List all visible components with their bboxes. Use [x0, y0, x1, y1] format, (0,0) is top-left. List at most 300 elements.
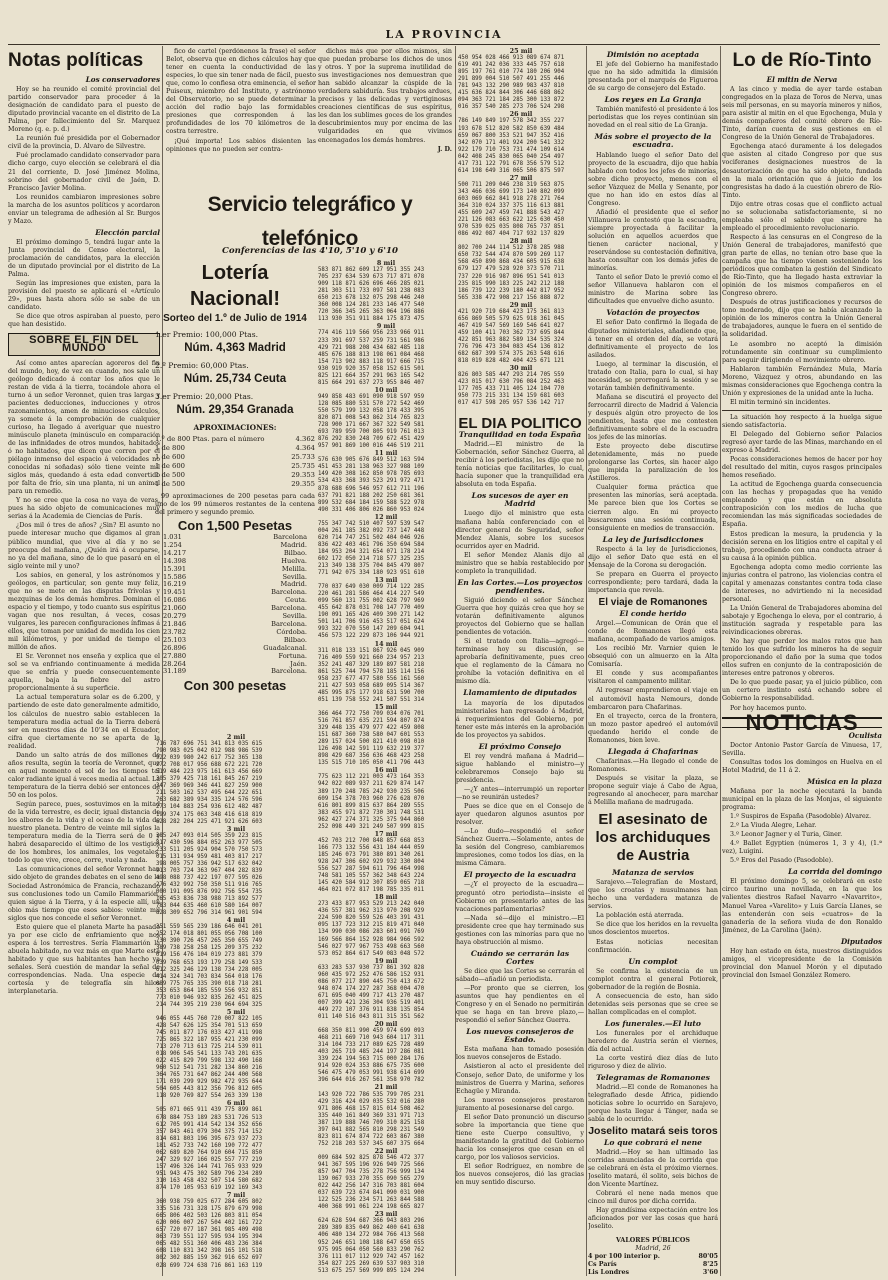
number-row: 913 703 724 363 967 404 282 839 — [156, 867, 263, 874]
paragraph: ¡Qué importa! Los sabios disienten las opiniones que no pueden ser contra- — [166, 137, 316, 153]
number-row: 573 052 864 617 549 083 048 572 — [318, 950, 425, 957]
number-row: 467 419 547 569 169 546 641 027 — [458, 322, 565, 329]
paragraph: Los funerales por el archiduque heredero de Austria serán el viernes, día del actual. — [588, 1029, 718, 1054]
number-row: 752 218 203 537 345 607 375 664 — [318, 1140, 425, 1147]
number-row: 009 684 592 825 878 546 472 377 — [318, 1154, 425, 1161]
number-row: 737 220 916 987 896 951 541 013 — [458, 273, 565, 280]
list-item-cell: Melilla. — [281, 564, 307, 573]
number-row: 914 920 024 353 886 675 735 600 — [318, 1063, 425, 1070]
paragraph: De lo que puede pasar, ya el juicio público, con un certero instinto está echando sobre el Gobierno la responsabilidad. — [722, 679, 882, 703]
number-row: 941 367 595 196 926 949 725 566 — [318, 1162, 425, 1168]
paragraph: Se dice que los heridos en la revuelta unos doscientos muertos. — [588, 921, 718, 937]
loteria-sorteo: Sorteo del 1.º de Julio de 1914 — [163, 313, 307, 324]
number-row: 960 512 541 731 282 134 860 216 — [156, 1065, 263, 1072]
paragraph: Cobrará el nene nada menos que cinco mil duros por dicha corrida. — [588, 1189, 718, 1205]
subhead: La corrida del domingo — [788, 867, 882, 877]
paragraph: Estas noticias necesitan confirmación. — [588, 938, 718, 954]
valores-title: VALORES PÚBLICOS — [616, 1237, 690, 1245]
subhead: El próximo Consejo — [478, 741, 562, 751]
subhead: Un complot — [628, 956, 678, 966]
mil-label: 9 mil — [376, 322, 396, 331]
list-item-cell: 3'60 — [702, 1269, 718, 1276]
number-row: 135 515 710 105 050 411 796 443 — [318, 760, 425, 767]
paragraph: A las cinco y media de ayer tarde estaban congregados en la plaza de Toros de Nerva, unas seis mil personas, en su mayoría mineros y niños, para asistir al mitin en el que Egochenga, Mula y demás compañeros del comité obrero de Río-Tinto, darían cuenta de sus gestiones en el Congreso de la Unión General de Trabajadores. — [722, 86, 882, 142]
list-item-cell: 14.217 — [163, 548, 187, 557]
list-item-cell: 25.733 — [291, 453, 315, 461]
number-row: 898 429 687 356 636 468 423 258 — [318, 753, 425, 760]
number-row: 823 811 674 874 722 603 867 380 — [318, 1133, 425, 1140]
number-row: 086 077 217 890 445 750 413 672 — [318, 978, 425, 985]
subhead: El mitin de Nerva — [766, 75, 838, 84]
paragraph: Añadió el presidente que el señor Villanueva le contestó que la escuadra, siempre proyectada á facilitar la solución en aquellos acuerdos que tienen carácter nacional, y reservándose su contestación definitiva, hasta consultar con los demás jefes de minorías. — [588, 208, 718, 273]
number-row: 352 241 487 329 189 897 581 218 — [318, 661, 425, 668]
mil-label: 28 mil — [509, 237, 533, 246]
list-item-cell: 26.896 — [163, 643, 187, 652]
number-row: 568 450 890 868 434 605 915 638 — [458, 259, 565, 266]
number-row: 247 329 927 166 025 557 777 219 — [156, 1156, 263, 1163]
paragraph: El rey vendrá mañana á Madrid—sigue hablando el ministro—y celebraremos Consejo bajo su presidencia. — [456, 752, 584, 784]
number-row: 211 427 593 058 689 095 514 367 — [318, 682, 425, 689]
number-row: 628 282 204 225 471 921 626 603 — [156, 818, 263, 825]
paragraph: El Delegado del Gobierno señor Palacios regresó ayer tarde de las Minas, marchando en el expreso á Madrid. — [722, 430, 882, 455]
subhead: Oculista — [848, 730, 882, 740]
number-row: 498 088 737 422 197 077 595 026 — [156, 874, 263, 881]
list-item — [588, 1253, 718, 1261]
number-row: 422 851 963 882 589 134 535 324 — [458, 336, 565, 343]
number-row: 485 995 875 177 918 631 590 700 — [318, 689, 425, 696]
number-row: 770 037 649 030 009 714 122 285 — [318, 584, 425, 591]
mil-label: 25 mil — [509, 48, 533, 55]
paragraph: Mañana por la noche ejecutará la banda municipal en la plaza de las Monjas, el siguiente programa: — [722, 787, 882, 811]
number-row: 354 827 225 269 639 537 903 310 — [318, 1260, 425, 1267]
subhead: Más sobre el proyecto de la escuadra. — [594, 132, 712, 150]
number-row: 576 630 905 676 849 512 163 594 — [318, 457, 425, 464]
number-row: 565 338 472 908 217 156 888 872 — [458, 294, 565, 301]
list-item-cell: Bilbao. — [283, 635, 307, 644]
paragraph: Sarajevo.—Telegrafían de Mostard, que los croatas y musulmanes han hecho una verdadera matanza de servios. — [588, 879, 718, 911]
paragraph: —Nada sé—dijo el ministro.—El presidente cree que hay terminado sus gestiones con las minorías para que no haya obstrucción al mismo. — [456, 914, 584, 946]
number-row: 949 858 483 691 090 918 597 959 — [318, 393, 425, 400]
number-row: 233 511 205 924 904 570 750 573 — [156, 846, 263, 853]
number-row: 397 041 882 565 810 298 231 549 — [318, 1126, 425, 1133]
list-item-cell: Madrid. — [280, 540, 307, 549]
paragraph: Este proyecto debe discutirse detenidamente, más no puede prolongarse las Cortes, sin hacer algo que impida la paralización de los Astilleros. — [588, 443, 718, 483]
list-item — [155, 462, 315, 471]
number-row: 018 906 545 541 133 743 201 635 — [156, 1051, 263, 1058]
paragraph: Dando un salto atrás de dos millones de años resulta, según la teoría de Veronnet, que en aquel momento el sol de los tiempos tal calor radiante igual á veces media al actual. La temperatura de la tierra debió ser entonces de 50 en los polos. — [8, 751, 160, 799]
paragraph: El señor Mendez Alanis dijo al ministro que se había restablecido por completo la tranquilidad. — [456, 551, 584, 575]
list-item-cell: 1 de 600 — [155, 453, 185, 461]
number-row: 922 179 710 753 731 474 109 614 — [458, 146, 565, 153]
number-row: 406 480 134 272 984 766 413 568 — [318, 1232, 425, 1239]
headline-fin-del-mundo: SOBRE EL FIN DEL MUNDO — [8, 333, 160, 355]
subhead: La ley de Jurisdicciones — [602, 534, 704, 544]
list-item-cell: 1 de 800 — [155, 444, 185, 452]
number-row: 820 871 008 543 862 314 765 823 — [318, 415, 425, 422]
programa-list — [722, 813, 882, 865]
number-row: 818 019 828 482 404 425 671 121 — [458, 358, 565, 365]
number-row: 501 141 706 916 453 517 051 624 — [318, 619, 425, 626]
paragraph: Asistieron al acto el presidente del Consejo, señor Dato, de uniforme y los ministros de Guerra y Marina, señores Echagüe y Miranda. — [456, 1063, 584, 1095]
number-row: 455 609 247 459 741 888 543 427 — [458, 210, 565, 217]
paragraph: Según parece, pues, sostuvimos en la mitad de la vida terrestre, es decir, igual distancia de los albores de la vida y el ocaso de la vida de nuestro planeta. Dentro de veinte mil siglos la temperatura media de la Tierra será de 0 y habrá desaparecido el último de los vestigios de los hombres, los animales, los vegetales, todo lo que vive, crece, corre, vuela y nada. — [8, 801, 160, 865]
subhead: Votación de proyectos — [606, 308, 700, 318]
paragraph: Mañana se discutirá el proyecto del ferrocarril directo de Madrid á Valencia y después algún otro proyecto de los pendientes, hasta que me contesten definitivamente sobre el de la escuadra los jefes de las minorías. — [588, 393, 718, 442]
number-row: 950 773 215 331 134 159 681 603 — [458, 393, 565, 400]
mil-label: 4 mil — [226, 916, 246, 925]
number-row: 291 899 004 510 507 491 255 446 — [458, 76, 565, 83]
subhead: Los conservadores — [85, 75, 160, 84]
number-row: 449 272 107 376 911 838 135 854 — [318, 1006, 425, 1013]
number-row: 682 687 399 574 375 263 548 616 — [458, 351, 565, 358]
list-item-cell: 25.103 — [163, 635, 187, 644]
list-item-cell: 14.398 — [163, 556, 187, 565]
paragraph: Hablaron también Fernández Mula, María Moreno, Vázquez y otros, abundando en las mismas consideraciones que Egochenga contra la Unión y expresiones de la unidad ante la lucha. — [722, 365, 882, 397]
number-row: 139 067 933 270 355 090 565 279 — [318, 1176, 425, 1183]
number-row: 550 579 199 132 058 178 433 395 — [318, 407, 425, 414]
paragraph: La Unión General de Trabajadores abomina del sabotaje y Egochenga lo eleva, por el contrario, á institución sagrada y respetable para las reivindicaciones obreras. — [722, 604, 882, 637]
mil-label: 16 mil — [374, 766, 398, 775]
number-row: 421 920 719 684 423 175 361 813 — [458, 308, 565, 315]
number-row: 815 664 291 637 273 955 846 407 — [318, 379, 425, 386]
paragraph: Por hoy hacemos punto. — [730, 704, 807, 712]
number-row: 385 247 093 014 505 359 223 815 — [156, 832, 263, 839]
number-row: 928 247 306 602 929 932 330 804 — [318, 858, 425, 865]
number-row: 126 498 142 591 119 632 219 377 — [318, 746, 425, 753]
paragraph: Luego, al terminar la discusión, el tratado con Italia, para lo cual, si hay necesidad, se prorrogará la sesión y se votarán también definitivamente. — [588, 360, 718, 392]
paragraph: Los reunidos cambiaron impresiones sobre la marcha de los asuntos políticos y acordaron enviar un telegrama de adhesión al Sr. Burgos y Mazo. — [8, 193, 160, 225]
subhead-conferencias: Conferencias de las 4'10, 5'10 y 6'10 — [222, 246, 398, 256]
number-row: 616 801 899 815 637 864 289 555 — [318, 802, 425, 809]
paragraph: Al regresar emprendieron el viaje en el automóvil hasta Nemours, donde embarcaron para Chafarinas. — [588, 687, 718, 711]
list-item-cell: Sevilla. — [282, 572, 307, 581]
paragraph: La reunión fué presidida por el Gobernador civil de la provincia, D. Alvaro de Silvestre. — [8, 135, 160, 151]
number-row: 485 676 188 813 198 061 084 468 — [318, 351, 425, 358]
paragraph: El Sr. Veronnet nos enseña y explica que el sol se va enfriando continuamente á medida que se enfría y puede consecuentemente aquella, baja la fiebre del astro proporcionalmente á su superficie. — [8, 653, 160, 693]
list-item-cell: 15.391 — [163, 564, 187, 573]
paragraph: Hablando luego el señor Dato del proyecto de la escuadra, dijo que había hablado con todos los jefes de minorías, sobre dicho proyecto, menos con el señor Vázquez de Mella y Senante, por que no han ido en estos días al Congreso. — [588, 151, 718, 207]
premios-1500-list — [155, 534, 315, 676]
number-row: 755 347 742 510 407 597 539 547 — [318, 520, 425, 527]
list-item — [155, 471, 315, 480]
paragraph: El próximo domingo 5, tendrá lugar ante la Junta provincial de Censo electoral, la proclamación de candidatos, para la elección de un diputado provincial por el distrito de La Palma. — [8, 238, 160, 279]
paragraph: Esto quiere que el planeta Marte ha pasado ya por ese ciclo de enfriamiento que nos espera á los terrestres. Sería Flammarión la abuela habitado, no vez más en que Marte está habitado y que sus habitantes han hecho ya señales. Será cuestión de mandar la señal de correspondencias. Nada. Una especie de cortesía y de telegrafía sin hilos interplanetaria. — [8, 923, 160, 996]
list-item-cell: Barcelona. — [271, 588, 307, 597]
signature: J. D. — [437, 145, 452, 153]
list-item — [155, 453, 315, 462]
paragraph: El jefe del Gobierno ha manifestado que no ha sido admitida la dimisión presentada por el marqués de Figueroa de su cargo de consejero del Estado. — [588, 61, 718, 93]
number-row: 657 720 077 187 361 985 409 498 — [156, 1227, 263, 1234]
number-row: 637 791 821 188 202 250 681 361 — [318, 492, 425, 499]
number-row: 659 067 800 353 521 947 352 416 — [458, 132, 565, 139]
number-row: 305 379 425 718 161 845 267 219 — [156, 776, 263, 783]
paragraph: El conde y sus acompañantes visitaron el campamento militar. — [588, 670, 718, 686]
number-row: 863 739 551 127 595 934 195 394 — [156, 1234, 263, 1241]
paragraph: El mitin terminó sin incidentes. — [730, 398, 831, 406]
subhead: Telegramas de Romanones — [596, 1073, 710, 1083]
number-row: 335 516 731 328 175 879 679 998 — [156, 1206, 263, 1213]
number-row: 620 006 007 267 504 402 161 722 — [156, 1220, 263, 1227]
paragraph: El señor Dato confirmó la llegada de diputados ministeriales, añadiendo que, á tener en el orden del día, se votará definitivamente el proyecto de los asilados. — [588, 319, 718, 359]
programa-item: 1.º Suspiros de España (Pasodoble) Alvarez. — [730, 813, 872, 821]
number-row: 022 415 829 799 598 132 490 168 — [156, 1058, 263, 1065]
paragraph: Siguió diciendo el señor Sánchez Guerra que hoy quizás crea que hoy se votarán definitivamente algunos proyectos del Gobierno que se hallan pendientes de votación. — [456, 596, 584, 637]
column-notas-politicas — [8, 48, 160, 1276]
number-row: 086 492 087 404 717 932 137 829 — [458, 231, 565, 238]
number-row: 423 015 017 630 796 084 252 463 — [458, 379, 565, 386]
number-row: 015 131 934 959 481 403 817 217 — [156, 853, 263, 860]
prize-label: 1.er Premio: 100,000 Ptas. — [155, 330, 259, 339]
number-row: 095 137 723 312 215 819 471 040 — [318, 922, 425, 929]
number-row: 062 689 820 764 910 604 715 850 — [156, 1149, 263, 1156]
list-item — [588, 1269, 718, 1276]
mil-label: 17 mil — [374, 829, 398, 838]
number-row: 773 010 946 932 835 262 451 825 — [156, 994, 263, 1001]
paragraph: Hay grandísima expectación entre los aficionados por ver las cosas que hará Joselito. — [588, 1206, 718, 1230]
number-row: 679 127 479 528 920 373 570 711 — [458, 266, 565, 273]
paragraph: Pues se dice que en el Consejo de ayer quedaron algunos asuntos por resolver. — [456, 803, 584, 827]
list-item-cell: Guadalcanal. — [263, 643, 307, 652]
list-item-cell: Cs París — [588, 1261, 617, 1269]
paragraph: El señor Dato pronunció un discurso sobre la importancia que tiene que tiene este Cuerpo consultivo, y manifestando la gratitud del Gobierno hacia los consejeros que cesan en el cargo, por los valiosos servicios. — [456, 1113, 584, 1161]
paragraph: Se dice que las Cortes se cerrarán el sábado—añadió un periodista. — [456, 967, 584, 983]
subhead: Matanza de servios — [612, 868, 694, 878]
number-row: 190 091 165 426 409 390 271 142 — [318, 612, 425, 619]
list-item-cell: 1 de 500 — [155, 480, 185, 488]
paragraph: —Lo dudo—respondió el señor Sánchez Guerra.—Solamente, antes de la sesión del Congreso, cambiaremos impresiones, como todos los días, en la misma Cámara. — [456, 828, 584, 868]
paragraph: Fué proclamado candidato conservador para dicho cargo, cuyo elección se celebrará el dia 21 del corriente, D. José Jiménez Molina, sobrino del gobernador civil de Jaén, D. Francisco Javier Molina. — [8, 152, 160, 192]
paragraph: Los recibió Mr. Varnier quien le obsequió con un almuerzo en la Alta Comisaría. — [588, 645, 718, 669]
number-row: 930 919 920 357 058 152 615 501 — [318, 365, 425, 372]
headline-noticias: NOTICIAS — [722, 717, 882, 728]
number-row: 389 738 258 258 125 209 375 232 — [156, 945, 263, 952]
number-row: 145 420 584 912 307 859 065 718 — [318, 880, 425, 887]
paragraph: Tanto el señor Dato le previó como el señor Villanueva hablaron con el ministro de Marina sobre las dificultades que envuelve dicho asunto. — [588, 274, 718, 306]
number-row: 958 237 677 477 580 556 161 560 — [318, 675, 425, 682]
number-row: 781 943 132 290 989 983 437 810 — [458, 83, 565, 90]
number-row: 993 322 070 550 147 209 604 941 — [318, 626, 425, 633]
number-row: 273 104 883 254 936 612 482 487 — [156, 804, 263, 811]
number-row: 716 409 559 921 660 234 957 213 — [318, 654, 425, 661]
number-row: 960 435 972 252 476 586 152 931 — [318, 971, 425, 978]
headline-joselito: Joselito matará seis toros — [588, 1125, 718, 1138]
number-row: 519 484 223 975 161 613 456 669 — [156, 769, 263, 776]
paragraph: La mayoría de los diputados ministeriales han regresado á Madrid, á requerimientos del Gobierno, por tener este más interés en la aprobación de los proyectos ya sabidos. — [456, 699, 584, 739]
valores-date: Madrid, 26 — [635, 1245, 671, 1253]
number-row: 720 366 345 265 363 064 196 886 — [318, 309, 425, 316]
number-row: 671 695 040 499 717 413 270 487 — [318, 992, 425, 999]
paragraph: Egochenga atacó duramente á los delegados que asisten al citado Congreso por que sus vociferanes designaciones nuestros de la desautorización de que ha sido objeto, fundada en la mala orientación que á juicio de los congresistas ha dado á la cuestión obrero de Río-Tinto. — [722, 143, 882, 199]
number-row: 705 237 634 539 673 717 871 078 — [318, 274, 425, 281]
number-row: 922 039 980 242 617 752 365 138 — [156, 755, 263, 762]
aproximaciones-list — [155, 435, 315, 489]
paragraph: Hoy se ha reunido el comité provincial del partido conservador para proceder á la designación de candidato para el puesto de diputado provincial vacante en el distrito de La Palma, por fallecimiento del Sr. Marquez Moreno (q. e. p. d.) — [8, 86, 160, 134]
list-item-cell: Lis Londres — [588, 1269, 630, 1276]
number-row: 224 590 820 559 526 403 391 431 — [318, 915, 425, 922]
number-row: 343 466 036 699 173 140 802 099 — [458, 188, 565, 195]
number-row: 252 098 449 321 249 507 999 815 — [318, 823, 425, 830]
subhead: Llamamiento de diputados — [463, 688, 577, 698]
number-row: 118 920 769 827 554 263 339 130 — [156, 1093, 263, 1100]
number-row: 730 390 726 457 265 350 655 749 — [156, 938, 263, 945]
mil-label: 23 mil — [374, 1210, 398, 1219]
list-item-cell: Barcelona. — [271, 667, 307, 676]
number-row: 620 714 747 251 502 404 046 926 — [318, 534, 425, 541]
number-row: 000 191 095 876 992 756 554 735 — [156, 889, 263, 896]
number-row: 693 789 959 700 805 919 761 013 — [318, 429, 425, 436]
column-el-dia-politico — [456, 418, 584, 1276]
number-row: 272 708 017 956 688 672 221 720 — [156, 762, 263, 769]
number-row: 039 768 653 193 179 258 149 533 — [156, 959, 263, 966]
column-divider — [586, 46, 587, 1276]
number-row: 619 491 242 036 333 445 757 618 — [458, 62, 565, 69]
number-row: 171 039 299 929 982 472 935 644 — [156, 1079, 263, 1086]
number-row: 181 452 733 742 160 190 772 477 — [156, 1142, 263, 1149]
list-item-cell: 80'05 — [698, 1253, 718, 1261]
number-row: 143 920 722 786 535 799 705 231 — [318, 1091, 425, 1098]
number-row: 899 532 684 184 159 588 522 978 — [318, 499, 425, 506]
number-row: 790 983 025 042 012 988 986 539 — [156, 748, 263, 755]
number-row: 513 675 257 569 999 895 124 294 — [318, 1267, 425, 1274]
headline-servicio-telegrafico: Servicio telegráfico y telefónico — [207, 193, 413, 250]
mil-label: 27 mil — [509, 173, 533, 182]
list-item-cell: Barcelona. — [271, 619, 307, 628]
column-news-wire — [588, 48, 718, 1276]
number-row: 019 156 476 104 019 273 881 379 — [156, 952, 263, 959]
paragraph: A consecuencia de esto, han sido detenidas seis personas que se cree se hallan complicadas en el complot. — [588, 992, 718, 1016]
list-item-cell: Huelva. — [281, 556, 307, 565]
number-row: 415 636 824 844 306 446 688 862 — [458, 90, 565, 97]
number-row: 335 440 161 849 369 331 971 713 — [318, 1112, 425, 1119]
number-row: 400 368 991 061 224 198 665 827 — [318, 1204, 425, 1211]
number-row: 429 316 424 029 035 532 016 280 — [318, 1098, 425, 1105]
paragraph: Se confirma la existencia de un complot contra el general Potiorek, gobernador de la región de Bosnia. — [588, 967, 718, 991]
number-row: 826 803 585 447 293 214 705 559 — [458, 372, 565, 379]
number-row: 534 433 368 393 523 291 972 471 — [318, 478, 425, 485]
number-row: 857 947 704 735 278 756 999 134 — [318, 1169, 425, 1176]
list-item-cell: 16.219 — [163, 580, 187, 589]
paragraph: Después de otras justificaciones y recursos de tono moderado, dijo que se había alcanzado la opinión de los mineros contra la Unión General de trabajadores, aunque le fuera en el sentido de la solidaridad. — [722, 299, 882, 339]
number-row: 289 157 024 500 821 410 098 010 — [318, 739, 425, 746]
number-row: 783 044 635 460 610 580 164 007 — [156, 903, 263, 910]
number-row: 948 074 174 227 287 368 004 470 — [318, 985, 425, 992]
number-row: 716 787 696 751 341 813 035 615 — [156, 741, 263, 748]
prize-number: Núm. 25,734 Ceuta — [183, 373, 287, 385]
paragraph: Le asombro no aceptó la dimisión rotundamente sin continuar su cumplimiento para seguir dirigiendo el movimiento obrero. — [722, 340, 882, 364]
number-row: 376 111 017 112 929 742 457 162 — [318, 1253, 425, 1260]
number-row: 650 732 544 474 870 599 269 117 — [458, 252, 565, 259]
number-row: 583 871 862 609 127 951 355 243 — [318, 267, 425, 274]
number-row: 775 623 112 221 003 473 164 353 — [318, 774, 425, 781]
subhead: Elección parcial — [95, 227, 160, 237]
paragraph: —¿Y el proyecto de la escuadra—preguntó otro periodista—insiste el Gobierno en presentarlo antes de las vacaciones parlamentarias? — [456, 881, 584, 913]
paragraph: No hay que perder los malos ratos que han tenido los que sufrido los mineros ha de seguir proporcionando el daño por la suma que todos ellos sufren en conjunto de la contraposición de intereses entre patronos y obreros. — [722, 638, 882, 678]
lottery-number-table — [318, 260, 454, 1276]
mil-label: 10 mil — [374, 385, 398, 394]
number-row: 022 442 256 147 316 703 881 604 — [318, 1183, 425, 1190]
prize-label: 3.er Premio: 20,000 Ptas. — [155, 392, 254, 401]
number-row: 895 197 761 010 774 180 206 904 — [458, 69, 565, 76]
premios-300-title: Con 300 pesetas — [183, 678, 287, 694]
list-item — [588, 1261, 718, 1269]
list-item-cell: 21.846 — [163, 619, 187, 628]
number-row: 745 011 877 176 033 427 411 998 — [156, 1029, 263, 1036]
paragraph: Las comunicaciones del señor Veronnet han sido objeto de grandes debates en el seno de la Sociedad Astronómica de Francia, rechazando sus conclusiones todo un Camilo Flammarión, quien sigue á la Tierra, y á la especie allí, un obio más tiempo que esos sabios: veinte mil siglos que nos concede el señor Veronnet. — [8, 866, 160, 922]
number-row: 351 559 565 239 186 646 041 201 — [156, 924, 263, 931]
programa-item: 4.º Ballet Egyptien (números 1, 3 y 4), (1.ª vez), Luigini. — [722, 840, 882, 856]
number-row: 122 525 236 234 571 263 844 588 — [318, 1197, 425, 1204]
mil-label: 18 mil — [374, 893, 398, 902]
number-row: 614 198 649 316 065 506 875 597 — [458, 167, 565, 174]
paragraph: Cualquier forma práctica que presenten las minorías, será aceptada. Me parece bien que los Cortes se cierren algo. En mi proyecto buscaremos una sesión continuada, consiguiente en medios de transacción. — [588, 484, 718, 532]
number-row: 975 995 064 050 560 833 290 762 — [318, 1246, 425, 1253]
number-row: 113 930 351 911 884 175 873 475 — [318, 316, 425, 323]
number-row: 004 261 185 382 092 737 147 448 — [318, 527, 425, 534]
number-row: 366 464 772 750 709 034 076 701 — [318, 711, 425, 717]
number-row: 016 357 540 285 273 706 524 298 — [458, 104, 565, 111]
number-row: 786 149 849 197 578 342 355 227 — [458, 118, 565, 125]
subhead: Diputados — [840, 936, 882, 946]
number-row: 665 806 402 503 126 803 811 054 — [156, 1213, 263, 1220]
number-row: 456 573 122 229 873 106 944 921 — [318, 633, 425, 640]
list-item-cell: Fortuna. — [278, 651, 307, 660]
number-row: 556 527 287 594 611 796 464 998 — [318, 866, 425, 873]
subhead: Llegada á Chafarinas — [608, 746, 698, 756]
list-item-cell: 1 de 500 — [155, 471, 185, 479]
mil-label: 8 mil — [376, 260, 396, 267]
mil-label: 15 mil — [374, 702, 398, 711]
paragraph: Doctor Antonio Pastor García de Vinuesa, 17, Sevilla. — [722, 741, 882, 757]
number-row: 814 681 803 196 395 673 937 273 — [156, 1135, 263, 1142]
loteria-box — [155, 260, 315, 730]
number-row: 836 422 403 461 796 350 694 584 — [318, 541, 425, 548]
paragraph: Madrid.—El ministro de la Gobernación, señor Sánchez Guerra, al recibir á los periodistas, les dijo que no tenía noticias que facilitarles, lo cual, hacía suponer que la tranquilidad era absoluta en toda España. — [456, 441, 584, 489]
number-row: 214 744 395 219 230 964 694 325 — [156, 1001, 263, 1008]
number-row: 347 369 969 346 441 827 259 900 — [156, 783, 263, 790]
paragraph: La población está aterrada. — [596, 912, 684, 920]
number-row: 128 085 880 531 570 272 542 469 — [318, 400, 425, 407]
paragraph: Madrid.—El conde de Romanones ha telegrafiado desde África, pidiendo noticias sobre lo ocurrido en Sarajevo, porque hasta llegar á Tánger, nada se sabía de lo ocurrido. — [588, 1084, 718, 1124]
number-row: 042 408 245 830 065 040 254 497 — [458, 153, 565, 160]
premios-1500-title: Con 1,500 Pesetas — [177, 518, 293, 533]
number-row: 134 990 030 086 283 601 091 769 — [318, 929, 425, 936]
headline-notas-politicas: Notas políticas — [8, 50, 144, 71]
divider — [722, 410, 882, 411]
list-item-cell: Bilbao. — [283, 548, 307, 557]
number-row: 725 865 322 187 955 421 230 099 — [156, 1037, 263, 1044]
list-item-cell: 1 de 600 — [155, 462, 185, 470]
mil-label: 13 mil — [374, 576, 398, 585]
number-row: 464 021 072 817 198 785 335 011 — [318, 887, 425, 894]
paragraph: ¿Dos mil ó tres de años? ¿Sin? El asunto no puede interesar mucho que digamos al gran público mundial, que vive al día y no se preocupa del mañana, ¿Quién irá á ocuparse, no ya del mañana, sino de lo que pasará en el siglo veinte mil y uno? — [8, 522, 160, 570]
paragraph: Estos predican la mesura, la prudencia y la decisión serena en los litigios entre el capital y el trabajo, procediendo con una conducta atraer á su causa á la opinión pública. — [722, 530, 882, 562]
headline-viaje-romanones: El viaje de Romanones — [598, 597, 708, 608]
number-row: 516 761 857 635 221 594 807 874 — [318, 718, 425, 725]
paragraph: Madrid.—Hoy se han ultimado las corridas anunciadas de la corrida que se celebrará en ésta el próximo viernes. Joselito matará, él solito, seis bichos de don Vicente Martínez. — [588, 1148, 718, 1188]
headline-el-dia-politico: EL DIA POLITICO — [458, 418, 582, 432]
number-row: 946 055 445 760 720 007 822 105 — [156, 1015, 263, 1022]
programa-item: 5.º Eros del Pasado (Pasodoble). — [730, 857, 834, 865]
mil-label: 11 mil — [374, 449, 398, 458]
paragraph: Hoy han estado en ésta, nuestros distinguidos amigos, el vicepresidente de la Comisión provincial don Manuel Morón y el diputado provincial don Ismael González Romero. — [722, 947, 882, 979]
paragraph: Consultas todos los domingos en Huelva en el Hotel Madrid, de 11 á 2. — [722, 758, 882, 774]
mil-label: 12 mil — [374, 512, 398, 521]
number-row: 429 721 988 208 434 682 485 118 — [318, 344, 425, 351]
number-row: 151 687 360 738 580 047 601 553 — [318, 732, 425, 739]
top-rule — [8, 44, 880, 45]
number-row: 825 121 664 357 291 963 165 542 — [318, 372, 425, 379]
headline-asesinato-archiduques: El asesinato de los archiduques de Austria — [595, 811, 711, 865]
